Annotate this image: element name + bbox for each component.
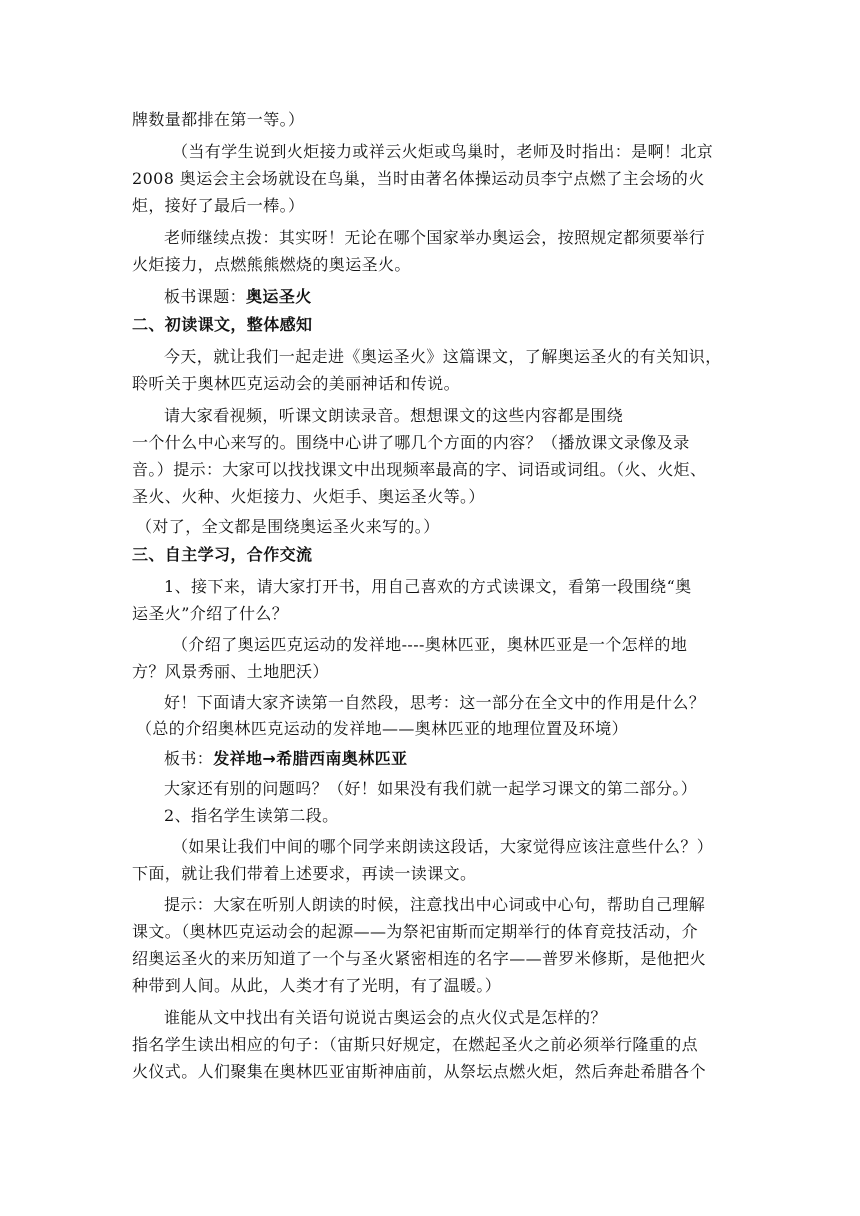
- board-notes-prefix: 板书：: [164, 749, 214, 768]
- paragraph-line: 火仪式。人们聚集在奥林匹亚宙斯神庙前，从祭坛点燃火炬，然后奔赴希腊各个: [132, 1062, 707, 1081]
- paragraph-line: 好！下面请大家齐读第一自然段，思考：这一部分在全文中的作用是什么？: [164, 693, 706, 712]
- paragraph-line: 今天，就让我们一起走进《奥运圣火》这篇课文，了解奥运圣火的有关知识，: [164, 347, 722, 366]
- paragraph-line: 下面，就让我们带着上述要求，再读一读课文。: [132, 864, 477, 883]
- paragraph-line: 火炬接力，点燃熊熊燃烧的奥运圣火。: [132, 255, 411, 274]
- paragraph-line: 牌数量都排在第一等。）: [132, 110, 305, 129]
- paragraph-line: 大家还有别的问题吗？（好！如果没有我们就一起学习课文的第二部分。）: [164, 779, 698, 798]
- paragraph-line: 提示：大家在听别人朗读的时候，注意找出中心词或中心句，帮助自己理解: [164, 895, 706, 914]
- board-title-line: [164, 286, 764, 308]
- paragraph-line: 老师继续点拨：其实呀！无论在哪个国家举办奥运会，按照规定都须要举行: [164, 228, 706, 247]
- paragraph-line: 1、接下来，请大家打开书，用自己喜欢的方式读课文，看第一段围绕“奥: [164, 577, 692, 596]
- paragraph-line: 请大家看视频，听课文朗读录音。想想课文的这些内容都是围绕: [164, 406, 624, 425]
- section-heading: 二、初读课文，整体感知: [132, 315, 313, 334]
- paragraph-line: 指名学生读出相应的句子：（宙斯只好规定，在燃起圣火之前必须举行隆重的点: [132, 1035, 699, 1054]
- paragraph-line: 运圣火”介绍了什么？: [132, 604, 289, 623]
- paragraph-line: 绍奥运圣火的来历知道了一个与圣火紧密相连的名字——普罗米修斯，是他把火: [132, 949, 707, 968]
- paragraph-line: 方？风景秀丽、土地肥沃）: [132, 662, 329, 681]
- paragraph-line: 圣火、火种、火炬接力、火炬手、奥运圣火等。）: [132, 487, 485, 506]
- section-heading: 三、自主学习，合作交流: [132, 545, 313, 564]
- paragraph-line: （当有学生说到火炬接力或祥云火炬或鸟巢时，老师及时指出：是啊！北京: [172, 142, 714, 161]
- board-title-text: 奥运圣火: [246, 287, 312, 306]
- paragraph-line: 炬，接好了最后一棒。）: [132, 196, 305, 215]
- paragraph-line: （介绍了奥运匹克运动的发祥地----奥林匹亚，奥林匹亚是一个怎样的地: [172, 635, 688, 654]
- paragraph-line: 聆听关于奥林匹克运动会的美丽神话和传说。: [132, 374, 461, 393]
- paragraph-line: 谁能从文中找出有关语句说说古奥运会的点火仪式是怎样的？: [164, 1008, 607, 1027]
- paragraph-line: （如果让我们中间的哪个同学来朗读这段话，大家觉得应该注意些什么？）: [172, 837, 714, 856]
- paragraph-line: 课文。（奥林匹克运动会的起源——为祭祀宙斯而定期举行的体育竞技活动，介: [132, 922, 699, 941]
- paragraph-line: （总的介绍奥林匹克运动的发祥地——奥林匹亚的地理位置及环境）: [136, 719, 629, 738]
- paragraph-line: 2008 奥运会主会场就设在鸟巢，当时由著名体操运动员李宁点燃了主会场的火: [132, 169, 705, 188]
- paragraph-line: 音。）提示：大家可以找找课文中出现频率最高的字、词语或词组。（火、火炬、: [132, 460, 707, 479]
- paragraph-line: 种带到人间。从此，人类才有了光明，有了温暖。）: [132, 976, 502, 995]
- board-notes-text: 发祥地→希腊西南奥林匹亚: [213, 749, 408, 768]
- paragraph-line: 一个什么中心来写的。围绕中心讲了哪几个方面的内容？（播放课文录像及录: [132, 433, 690, 452]
- board-title-prefix: 板书课题：: [164, 287, 247, 306]
- paragraph-line: 2、指名学生读第二段。: [164, 806, 339, 825]
- paragraph-line: （对了，全文都是围绕奥运圣火来写的。）: [136, 517, 440, 536]
- board-notes-line: [164, 748, 764, 770]
